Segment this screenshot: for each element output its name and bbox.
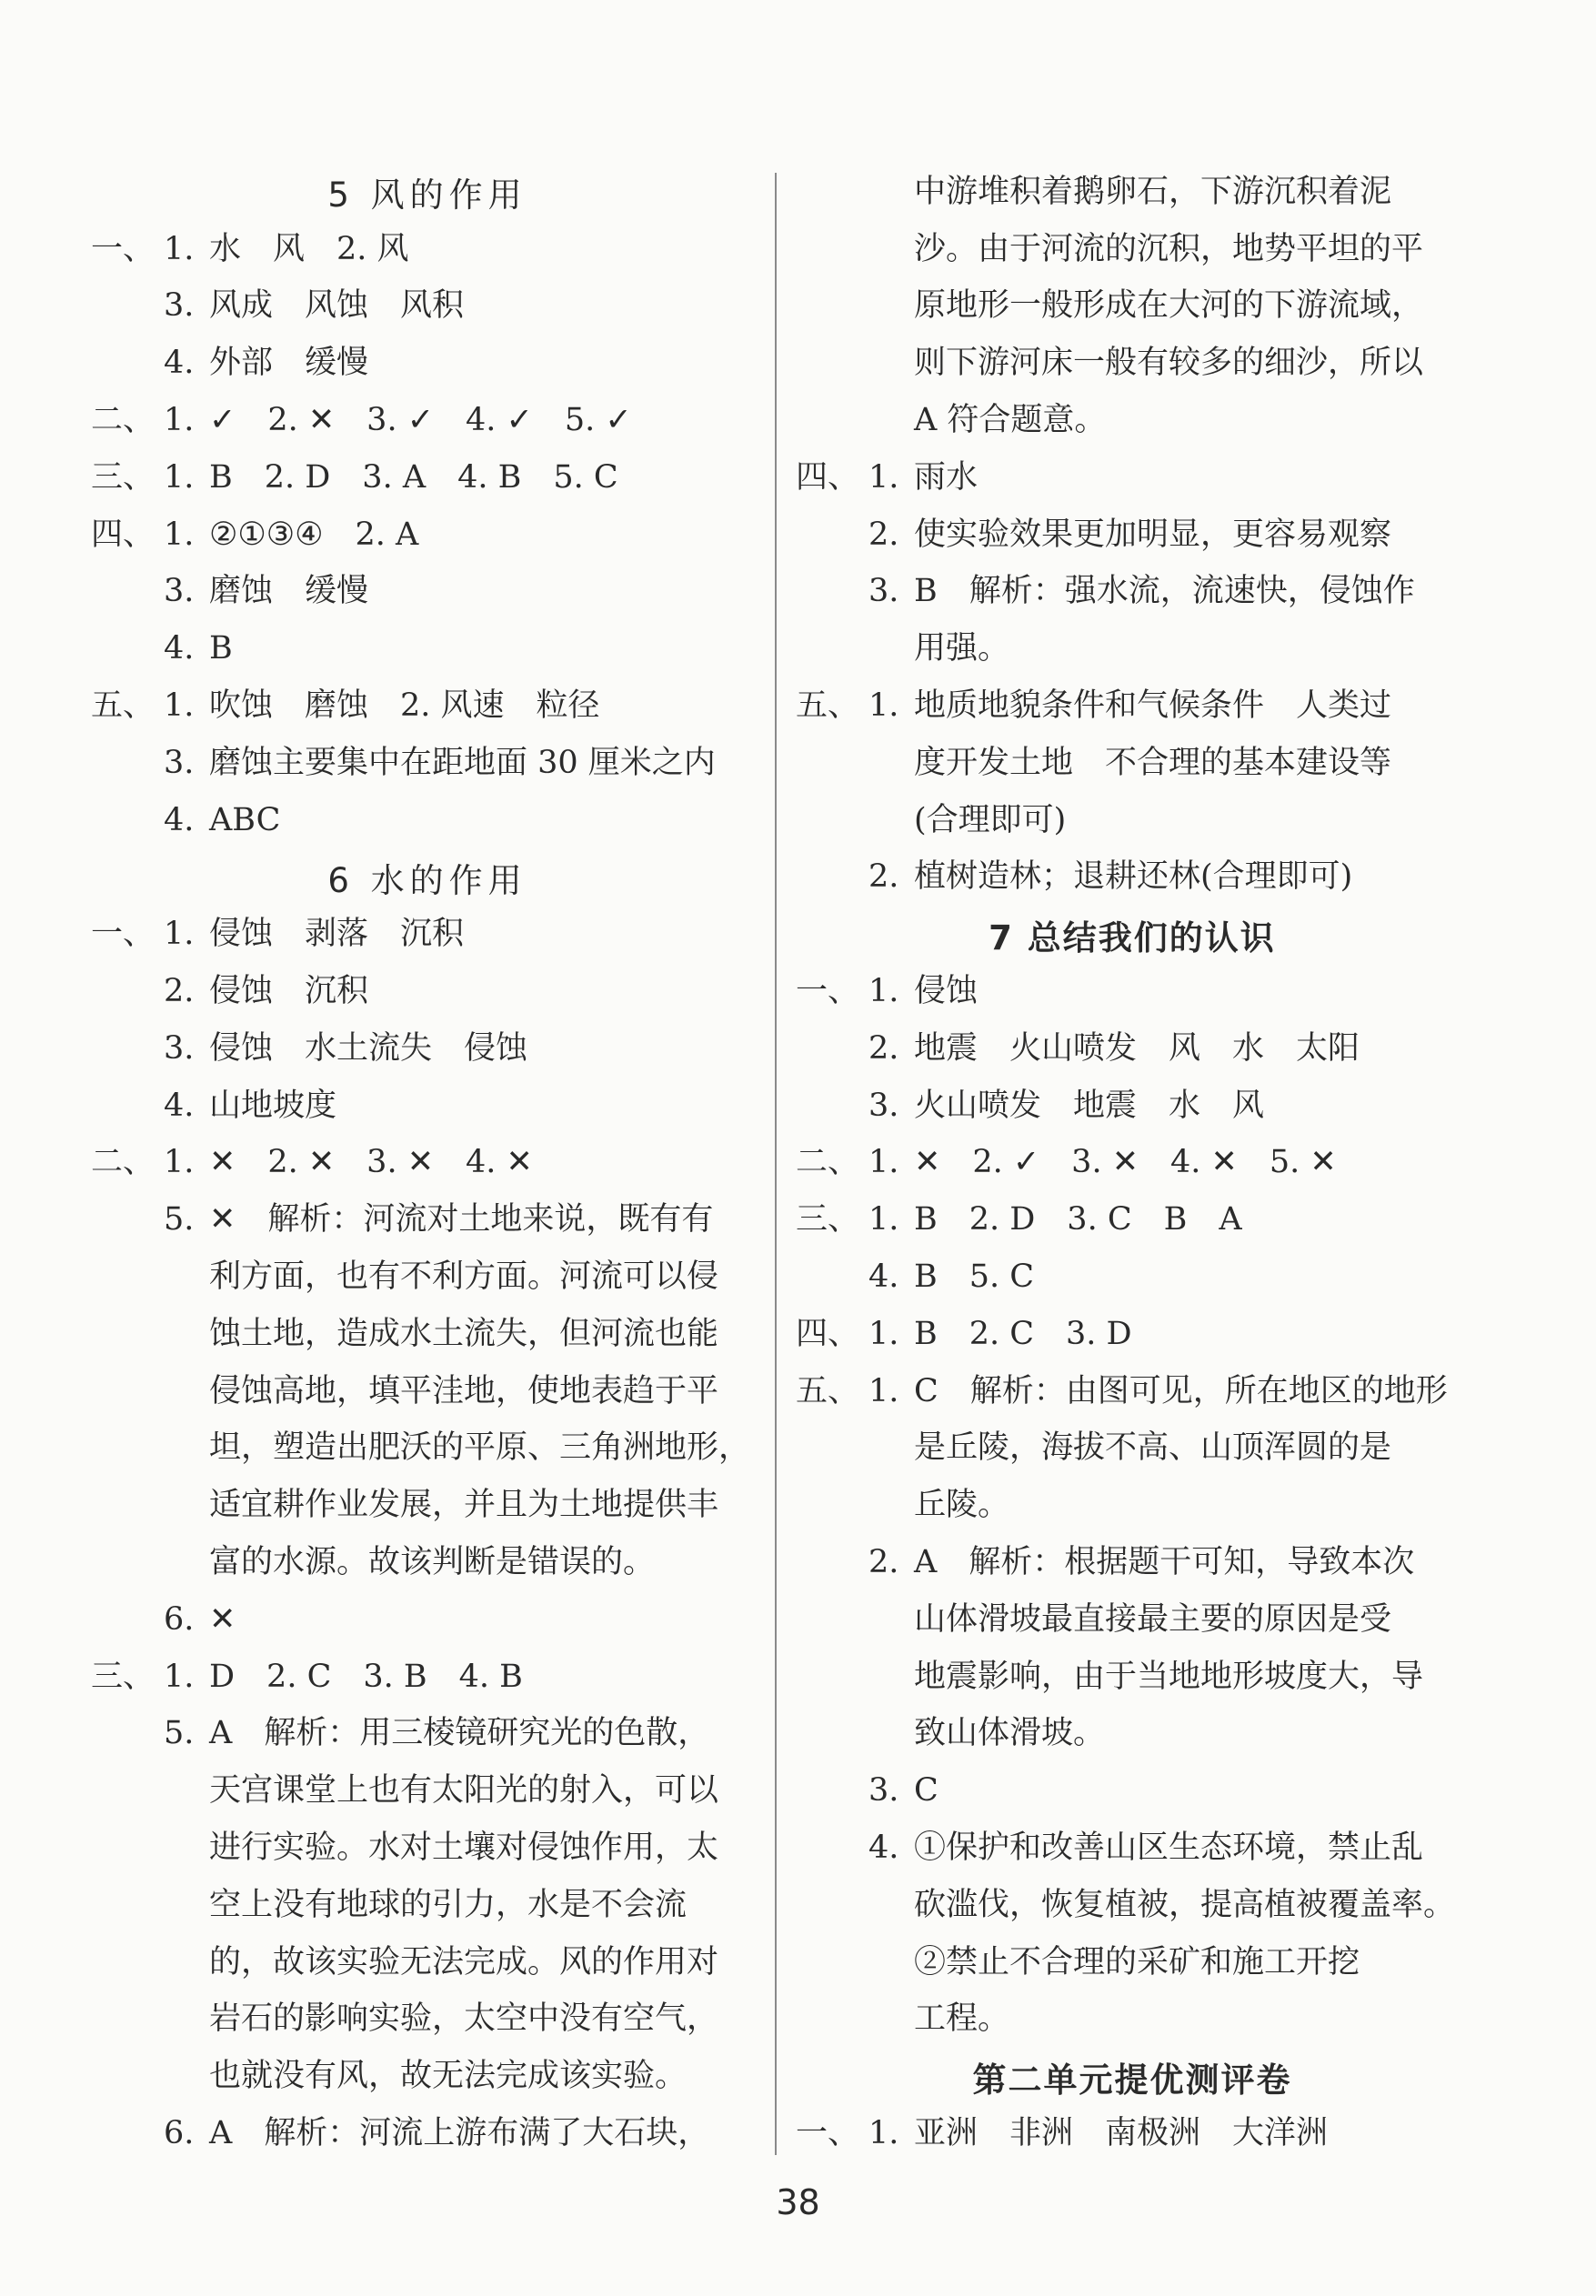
question-number: 1. — [868, 1315, 899, 1352]
answer-line — [796, 1191, 1469, 1248]
question-number: 1. — [164, 687, 195, 725]
answer-text: (合理即可) — [914, 801, 1067, 838]
answer-text: 磨蚀主要集中在距地面 30 厘米之内 — [209, 744, 716, 781]
answer-text: 山体滑坡最直接最主要的原因是受 — [914, 1600, 1392, 1638]
answer-text: ②禁止不合理的采矿和施工开挖 — [914, 1943, 1360, 1980]
answer-line — [91, 735, 764, 792]
answer-line — [796, 1649, 1469, 1706]
answer-line — [796, 1820, 1469, 1877]
answer-text: 山地坡度 — [209, 1087, 337, 1124]
answer-line — [796, 1706, 1469, 1763]
question-number: 3. — [868, 1087, 899, 1124]
answer-line — [91, 1534, 764, 1591]
answer-text: 工程。 — [914, 2000, 1010, 2038]
answer-text: ✕ 解析：河流对土地来说，既有有 — [209, 1201, 714, 1238]
answer-line — [91, 1020, 764, 1078]
answer-text: A 符合题意。 — [914, 402, 1107, 439]
answer-text: 地震 火山喷发 风 水 太阳 — [914, 1029, 1360, 1067]
answer-text: 水 风 2. 风 — [209, 230, 409, 267]
question-number: 4. — [164, 1087, 195, 1124]
answer-text: 火山喷发 地震 水 风 — [914, 1087, 1265, 1124]
question-number: 4. — [164, 801, 195, 838]
section-mark: 五、 — [796, 1372, 860, 1409]
answer-text: 地质地貌条件和气候条件 人类过 — [914, 687, 1392, 725]
answer-line — [796, 1248, 1469, 1306]
question-number: 1. — [164, 916, 195, 953]
answer-text: 侵蚀 水土流失 侵蚀 — [209, 1029, 528, 1067]
section-mark: 四、 — [796, 458, 860, 496]
question-number: 3. — [164, 287, 195, 325]
answer-line — [91, 1706, 764, 1763]
section-mark: 四、 — [91, 516, 156, 553]
answer-line — [91, 278, 764, 336]
answer-text: 致山体滑坡。 — [914, 1715, 1106, 1752]
answer-line — [91, 1877, 764, 1934]
answer-line — [91, 2105, 764, 2162]
answer-line — [796, 278, 1469, 336]
answer-text: B 解析：强水流，流速快，侵蚀作 — [914, 573, 1415, 610]
question-number: 4. — [868, 1258, 899, 1296]
answer-text: 侵蚀 — [914, 973, 979, 1010]
question-number: 1. — [868, 687, 899, 725]
answer-text: 的，故该实验无法完成。风的作用对 — [209, 1943, 719, 1980]
answer-text: B 2. C 3. D — [914, 1315, 1132, 1352]
answer-text: 外部 缓慢 — [209, 345, 369, 382]
question-number: 1. — [868, 973, 899, 1010]
answer-line — [796, 1420, 1469, 1478]
answer-line — [91, 564, 764, 621]
answer-text: 雨水 — [914, 458, 979, 496]
answer-line — [91, 1649, 764, 1706]
answer-line — [796, 735, 1469, 792]
question-number: 3. — [868, 1772, 899, 1810]
answer-text: B 2. D 3. A 4. B 5. C — [209, 458, 618, 496]
answer-line — [796, 792, 1469, 849]
answer-text: B 2. D 3. C B A — [914, 1201, 1242, 1238]
left-column — [91, 164, 764, 2162]
answer-text: ✕ — [209, 1600, 236, 1638]
answer-line — [91, 1135, 764, 1192]
answer-text: ②①③④ 2. A — [209, 516, 419, 553]
answer-line — [91, 1191, 764, 1248]
answer-text: B 5. C — [914, 1258, 1035, 1296]
question-number: 1. — [164, 458, 195, 496]
answer-text: A 解析：根据题干可知，导致本次 — [914, 1544, 1415, 1581]
answer-text: 蚀土地，造成水土流失，但河流也能 — [209, 1315, 719, 1352]
section-mark: 三、 — [91, 458, 156, 496]
answer-text: 富的水源。故该判断是错误的。 — [209, 1544, 656, 1581]
question-number: 6. — [164, 2114, 195, 2151]
question-number: 1. — [164, 516, 195, 553]
answer-line — [91, 906, 764, 963]
answer-text: 吹蚀 磨蚀 2. 风速 粒径 — [209, 687, 600, 725]
answer-text: 风成 风蚀 风积 — [209, 287, 465, 325]
question-number: 3. — [164, 744, 195, 781]
answer-line — [91, 335, 764, 392]
section-mark: 五、 — [796, 687, 860, 725]
question-number: 1. — [868, 1144, 899, 1181]
right-column — [796, 164, 1469, 2162]
answer-text: ✓ 2. ✕ 3. ✓ 4. ✓ 5. ✓ — [209, 402, 632, 439]
question-number: 1. — [868, 2114, 899, 2151]
question-number: 1. — [868, 458, 899, 496]
answer-line — [796, 1078, 1469, 1135]
answer-text: 进行实验。水对土壤对侵蚀作用，太 — [209, 1830, 719, 1866]
question-number: 2. — [868, 1544, 899, 1581]
answer-line — [796, 620, 1469, 677]
question-number: 2. — [868, 516, 899, 553]
answer-text: 砍滥伐，恢复植被，提高植被覆盖率。 — [914, 1886, 1456, 1923]
answer-line — [796, 221, 1469, 278]
answer-line — [91, 620, 764, 677]
question-number: 1. — [164, 1658, 195, 1695]
answer-text: 亚洲 非洲 南极洲 大洋洲 — [914, 2114, 1329, 2151]
question-number: 4. — [164, 345, 195, 382]
answer-line — [796, 1877, 1469, 1934]
section-mark: 四、 — [796, 1315, 860, 1352]
answer-text: 植树造林；退耕还林(合理即可) — [914, 858, 1353, 896]
answer-line — [796, 2105, 1469, 2162]
answer-text: 利方面，也有不利方面。河流可以侵 — [209, 1258, 719, 1296]
answer-line — [91, 1762, 764, 1820]
section-mark: 三、 — [796, 1201, 860, 1238]
question-number: 1. — [868, 1372, 899, 1409]
answer-text: 磨蚀 缓慢 — [209, 573, 369, 610]
answer-line — [796, 1135, 1469, 1192]
answer-text: 天宫课堂上也有太阳光的射入，可以 — [209, 1772, 719, 1810]
answer-line — [796, 1534, 1469, 1591]
answer-line — [796, 335, 1469, 392]
column-divider — [775, 173, 777, 2155]
question-number: 1. — [164, 230, 195, 267]
answer-line — [91, 1934, 764, 1991]
answer-line — [796, 1020, 1469, 1078]
answer-line — [91, 1820, 764, 1877]
answer-line — [91, 1420, 764, 1478]
answer-text: B — [209, 630, 233, 667]
question-number: 1. — [164, 402, 195, 439]
answer-line — [796, 849, 1469, 907]
answer-line — [796, 392, 1469, 449]
answer-text: 坦，塑造出肥沃的平原、三角洲地形， — [209, 1429, 751, 1467]
answer-text: ①保护和改善山区生态环境，禁止乱 — [914, 1830, 1424, 1866]
answer-text: 地震影响，由于当地地形坡度大，导 — [914, 1658, 1424, 1695]
answer-line — [91, 1477, 764, 1534]
answer-line — [796, 164, 1469, 221]
question-number: 2. — [868, 858, 899, 896]
answer-line — [796, 1934, 1469, 1991]
answer-text: C — [914, 1772, 939, 1810]
answer-text: C 解析：由图可见，所在地区的地形 — [914, 1372, 1448, 1409]
section-mark: 一、 — [91, 916, 156, 953]
answer-line — [796, 449, 1469, 506]
answer-line — [91, 1991, 764, 2049]
answer-text: 用强。 — [914, 630, 1010, 667]
question-number: 4. — [868, 1830, 899, 1866]
question-number: 3. — [164, 573, 195, 610]
answer-line — [796, 677, 1469, 735]
section-title: 6 水的作用 — [327, 860, 527, 900]
answer-text: 也就没有风，故无法完成该实验。 — [209, 2058, 688, 2095]
question-number: 6. — [164, 1600, 195, 1638]
answer-text: ✕ 2. ✓ 3. ✕ 4. ✕ 5. ✕ — [914, 1144, 1337, 1181]
section-mark: 三、 — [91, 1658, 156, 1695]
answer-line — [91, 677, 764, 735]
answer-text: 丘陵。 — [914, 1487, 1010, 1524]
section-title: 5 风的作用 — [327, 175, 527, 216]
answer-line — [91, 2048, 764, 2105]
answer-text: 原地形一般形成在大河的下游流域， — [914, 287, 1424, 325]
answer-line — [91, 1306, 764, 1363]
page-number: 38 — [776, 2182, 820, 2222]
answer-text: 度开发土地 不合理的基本建设等 — [914, 744, 1392, 781]
answer-line — [91, 221, 764, 278]
answer-text: 是丘陵，海拔不高、山顶浑圆的是 — [914, 1429, 1392, 1467]
answer-line — [796, 1591, 1469, 1649]
question-number: 3. — [164, 1029, 195, 1067]
answer-line — [91, 1591, 764, 1649]
question-number: 5. — [164, 1715, 195, 1752]
answer-text: ✕ 2. ✕ 3. ✕ 4. ✕ — [209, 1144, 533, 1181]
answer-text: 空上没有地球的引力，水是不会流 — [209, 1886, 688, 1923]
answer-text: 侵蚀 沉积 — [209, 973, 369, 1010]
answer-line — [796, 1991, 1469, 2049]
answer-line — [91, 392, 764, 449]
answer-text: ABC — [209, 801, 281, 838]
answer-line — [796, 963, 1469, 1020]
answer-text: 侵蚀 剥落 沉积 — [209, 916, 465, 953]
answer-line — [91, 1363, 764, 1420]
answer-line — [796, 1477, 1469, 1534]
answer-line — [91, 963, 764, 1020]
section-mark: 一、 — [796, 973, 860, 1010]
answer-text: D 2. C 3. B 4. B — [209, 1658, 523, 1695]
answer-line — [91, 1078, 764, 1135]
answer-line — [91, 792, 764, 849]
answer-text: 则下游河床一般有较多的细沙，所以 — [914, 345, 1424, 382]
question-number: 5. — [164, 1201, 195, 1238]
section-mark: 二、 — [91, 402, 156, 439]
question-number: 1. — [164, 1144, 195, 1181]
question-number: 4. — [164, 630, 195, 667]
answer-line — [91, 449, 764, 506]
question-number: 2. — [164, 973, 195, 1010]
section-mark: 一、 — [91, 230, 156, 267]
answer-text: A 解析：河流上游布满了大石块， — [209, 2114, 710, 2151]
answer-line — [796, 506, 1469, 564]
answer-text: 中游堆积着鹅卵石，下游沉积着泥 — [914, 173, 1392, 210]
question-number: 3. — [868, 573, 899, 610]
answer-text: 适宜耕作业发展，并且为土地提供丰 — [209, 1487, 719, 1524]
section-mark: 二、 — [796, 1144, 860, 1181]
section-mark: 一、 — [796, 2114, 860, 2151]
answer-line — [91, 1248, 764, 1306]
section-mark: 五、 — [91, 687, 156, 725]
question-number: 2. — [868, 1029, 899, 1067]
answer-text: 使实验效果更加明显，更容易观察 — [914, 516, 1392, 553]
answer-line — [796, 564, 1469, 621]
section-mark: 二、 — [91, 1144, 156, 1181]
answer-text: 侵蚀高地，填平洼地，使地表趋于平 — [209, 1372, 719, 1409]
answer-text: 沙。由于河流的沉积，地势平坦的平 — [914, 230, 1424, 267]
answer-line — [91, 506, 764, 564]
answer-text: 岩石的影响实验，太空中没有空气， — [209, 2000, 719, 2038]
question-number: 1. — [868, 1201, 899, 1238]
answer-line — [796, 1363, 1469, 1420]
answer-line — [796, 1762, 1469, 1820]
section-title: 第二单元提优测评卷 — [972, 2060, 1292, 2100]
section-title: 7 总结我们的认识 — [989, 917, 1276, 958]
answer-text: A 解析：用三棱镜研究光的色散， — [209, 1715, 710, 1752]
answer-line — [796, 1306, 1469, 1363]
